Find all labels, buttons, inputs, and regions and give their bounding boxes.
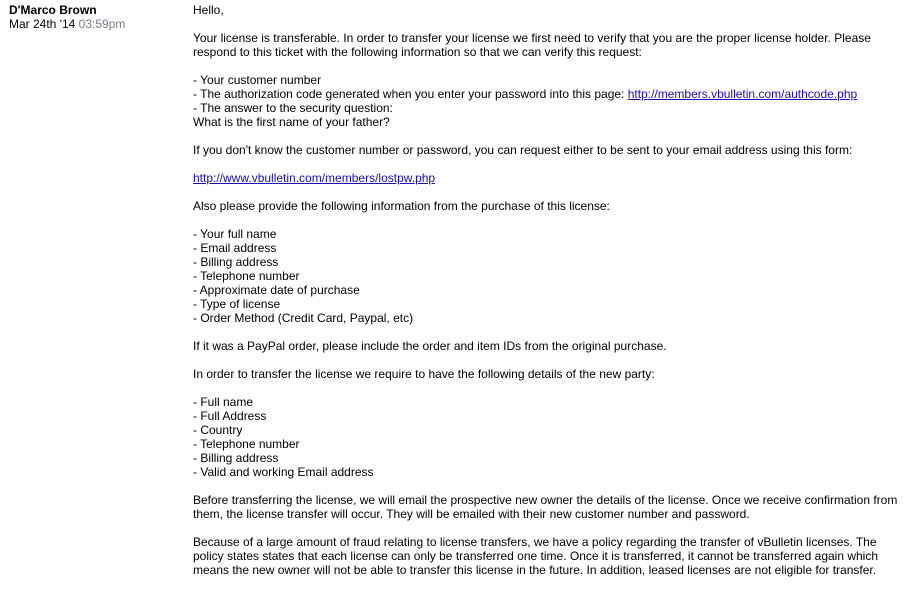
- new-party-list: [193, 395, 905, 479]
- list-item: - Billing address: [193, 255, 279, 269]
- paragraph-transferable: Your license is transferable. In order to transfer your license we first need to verify that you are the proper license holder. Please respond to this ticket with the following information so that we can verify this request:: [193, 31, 871, 59]
- list-item: - Telephone number: [193, 437, 300, 451]
- greeting: Hello,: [193, 3, 224, 17]
- message-body: [193, 3, 905, 591]
- author-name: D'Marco Brown: [9, 3, 97, 17]
- list-item: [193, 87, 905, 101]
- paragraph-lostpw: If you don't know the customer number or password, you can request either to be sent to your email address using this form:: [193, 143, 853, 157]
- paragraph-purchase-info: Also please provide the following information from the purchase of this license:: [193, 199, 610, 213]
- list-item: - Telephone number: [193, 269, 300, 283]
- list-item: - Valid and working Email address: [193, 465, 374, 479]
- paragraph-confirmation: Before transferring the license, we will email the prospective new owner the details of the license. Once we receive confirmation from them, the license transfer will occur. They will be emailed with their new customer number and password.: [193, 493, 898, 521]
- list-item: - Your full name: [193, 227, 277, 241]
- list-item: - Billing address: [193, 451, 279, 465]
- list-item: - Approximate date of purchase: [193, 283, 360, 297]
- paragraph-new-party: In order to transfer the license we require to have the following details of the new party:: [193, 367, 655, 381]
- list-item: - Full Address: [193, 409, 267, 423]
- list-item: - Email address: [193, 241, 277, 255]
- list-item: - Order Method (Credit Card, Paypal, etc): [193, 311, 414, 325]
- paragraph-paypal: If it was a PayPal order, please include the order and item IDs from the original purchase.: [193, 339, 667, 353]
- message-date: [9, 17, 179, 31]
- time-text: 03:59pm: [78, 17, 126, 31]
- list-item: - Type of license: [193, 297, 281, 311]
- purchase-list: [193, 227, 905, 325]
- authcode-link[interactable]: http://members.vbulletin.com/authcode.php: [627, 87, 858, 101]
- list-item: - Country: [193, 423, 243, 437]
- security-question: What is the first name of your father?: [193, 115, 390, 129]
- list-item: - Your customer number: [193, 73, 322, 87]
- message-meta: [9, 3, 179, 31]
- list-item: - Full name: [193, 395, 254, 409]
- date-text: Mar 24th '14: [9, 17, 76, 31]
- paragraph-fraud-policy: Because of a large amount of fraud relating to license transfers, we have a policy regarding the transfer of vBulletin licenses. The policy states states that each license can only be transferred one time. Once it is transferred, it cannot be transferred again which means the new owner will not be able to transfer this license in the future. In addition, leased licenses are not eligible for transfer.: [193, 535, 879, 577]
- lostpw-line: [193, 171, 905, 185]
- list-item: - The answer to the security question:: [193, 101, 393, 115]
- auth-code-label: - The authorization code generated when you enter your password into this page:: [193, 87, 628, 101]
- verify-list: [193, 73, 905, 129]
- lostpw-link[interactable]: http://www.vbulletin.com/members/lostpw.php: [193, 171, 436, 185]
